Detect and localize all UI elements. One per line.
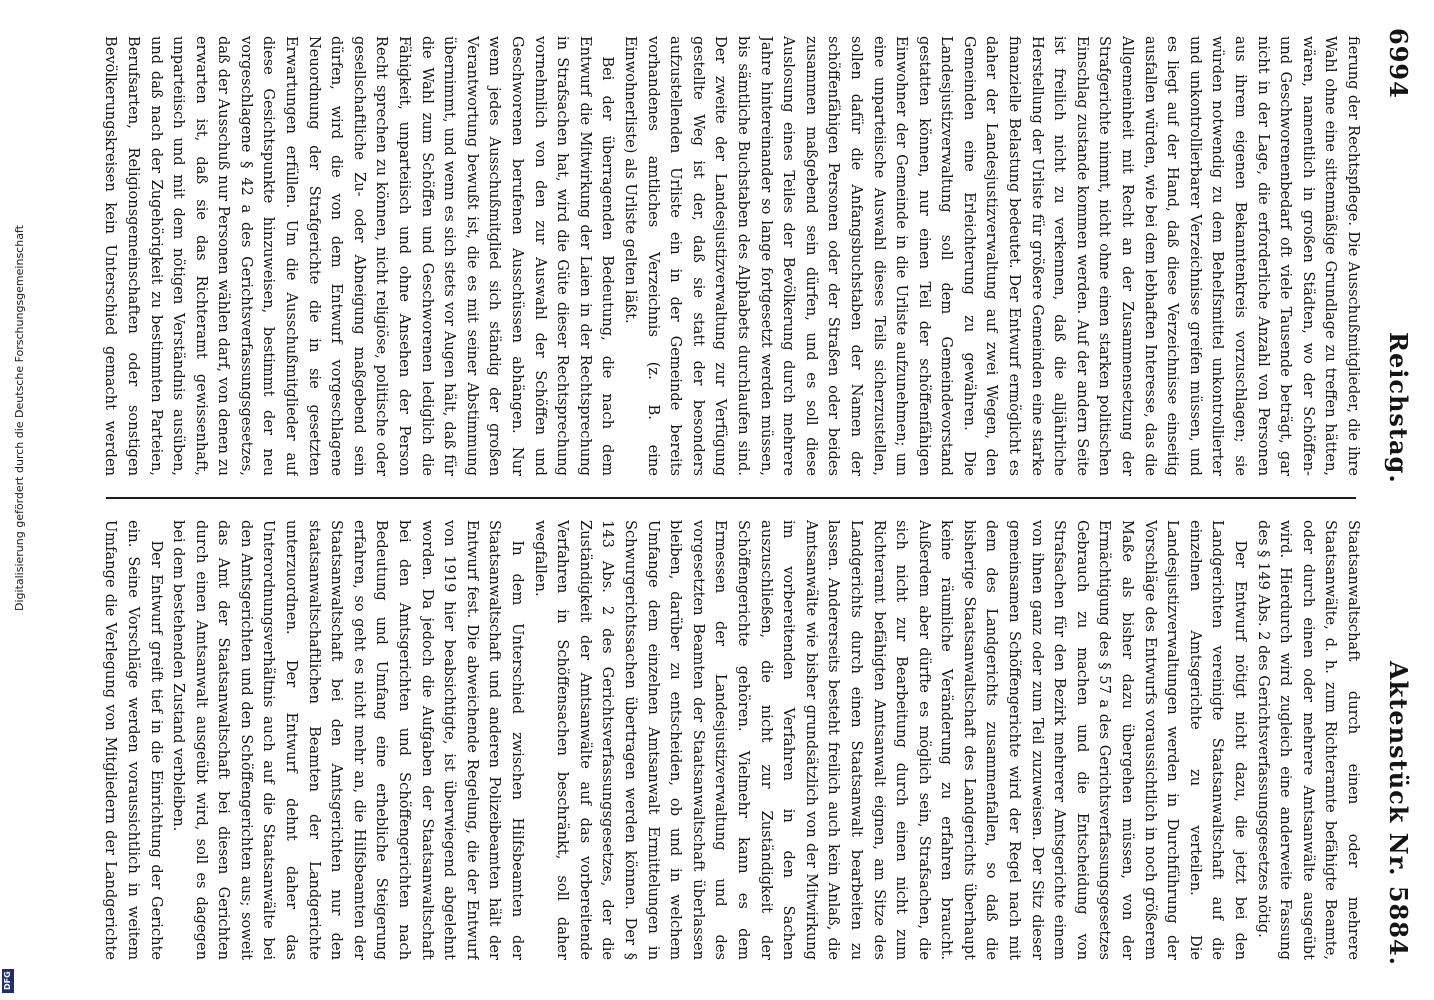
- right-column: [102, 520, 1364, 960]
- document-number: Aktenstück Nr. 5884.: [1384, 661, 1413, 966]
- paragraph: In dem Unterschied zwischen Hilfsbeamten der Staatsanwaltschaft und anderen Polizeibeamten hält der Entwurf fest. Die abweichende Regelung, die der Entwurf von 1919 hier beabsichtigte, ist überwiegend abgelehnt worden. Da jedoch die Aufgaben der Staatsanwaltschaft bei den Amtsgerichten und Schöffengerichten nach Bedeutung und Umfang eine erhebliche Steigerung erfahren, so geht es nicht mehr an, die Hilfsbeamten der Staatsanwaltschaft bei den Amtsgerichten nur den staatsanwaltschaftlichen Beamten der Landgerichte unterzuordnen. Der Entwurf dehnt daher das Unterordnungsverhältnis auch auf die Staatsanwälte bei den Amtsgerichten und den Schöffengerichten aus; soweit das Amt der Staatsanwaltschaft bei diesen Gerichten durch einen Amtsanwalt ausgeübt wird, soll es dagegen bei dem bestehenden Zustand verbleiben.: [170, 520, 527, 960]
- paragraph: Bei der überragenden Bedeutung, die nach dem Entwurf die Mitwirkung der Laien in der Rechtsprechung in Strafsachen hat, wird die Güte dieser Rechtsprechung vornehmlich von den zur Auswahl der Schöffen und Geschworenen berufenen Ausschüssen abhängen. Nur wenn jedes Ausschußmitglied sich ständig der großen Verantwortung bewußt ist, die es mit seiner Abstimmung übernimmt, und wenn es sich stets vor Augen hält, daß für die Wahl zum Schöffen und Geschworenen lediglich die Fähigkeit, unparteiisch und ohne Ansehen der Person Recht sprechen zu können, nicht religiöse, politische oder gesellschaftliche Zu- oder Abneigung maßgebend sein dürfen, wird die von dem Entwurf vorgeschlagene Neuordnung der Strafgerichte die in sie gesetzten Erwartungen erfüllen. Um die Ausschußmitglieder auf diese Gesichtspunkte hinzuweisen, bestimmt der neu vorgeschlagene § 42 a des Gerichtsverfassungsgesetzes, daß der Ausschuß nur Personen wählen darf, von denen zu erwarten ist, daß sie das Richteramt gewissenhaft, unparteiisch und mit dem nötigen Verständnis ausüben, und daß nach der Zugehörigkeit zu bestimmten Parteien, Berufsarten, Religionsgemeinschaften oder sonstigen Bevölkerungskreisen kein Unterschied gemacht werden: [102, 36, 617, 476]
- page-number: 6994: [1384, 28, 1413, 99]
- paragraph: fierung der Rechtspflege. Die Ausschußmitglieder, die ihre Wahl ohne eine sittenmäßige Grundlage zu treffen hätten, wären, namentlich in großen Städten, wo der Schöffen- und Geschworenenbedarf oft viele Tausende beträgt, gar nicht in der Lage, die erforderliche Anzahl von Personen aus ihrem eigenen Bekanntenkreis vorzuschlagen; sie würden notwendig zu dem Behelfsmittel unkontrollierter und unkontrollierbarer Verzeichnisse greifen müssen, und es liegt auf der Hand, daß diese Verzeichnisse einseitig ausfallen würden, wie bei dem lebhaften Interesse, das die Allgemeinheit mit Recht an der Zusammensetzung der Strafgerichte nimmt, nicht ohne einen starken politischen Einschlag zustande kommen werden. Auf der andern Seite ist freilich nicht zu verkennen, daß die alljährliche Herstellung der Urliste für größere Gemeinden eine starke finanzielle Belastung bedeutet. Der Entwurf ermöglicht es daher der Landesjustizverwaltung auf zwei Wegen, den Gemeinden eine Erleichterung zu gewähren. Die Landesjustizverwaltung soll dem Gemeindevorstand gestatten können, nur einen Teil der schöffenfähigen Einwohner der Gemeinde in die Urliste aufzunehmen; um eine unparteiische Auswahl dieses Teils sicherzustellen, sollen dafür die Anfangsbuchstaben der Namen der schöffenfähigen Personen oder der Straßen oder beides zusammen maßgebend sein dürfen, und es soll diese Auslosung eines Teiles der Bevölkerung durch mehrere Jahre hintereinander so lange fortgesetzt werden müssen, bis sämtliche Buchstaben des Alphabets durchlaufen sind. Der zweite der Landesjustizverwaltung zur Verfügung gestellte Weg ist der, daß sie statt der besonders aufzustellenden Urliste ein in der Gemeinde bereits vorhandenes amtliches Verzeichnis (z. B. eine Einwohnerliste) als Urliste gelten läßt.: [622, 36, 1362, 476]
- dfg-logo: DFG: [2, 969, 14, 993]
- page-title: Reichstag.: [1384, 332, 1413, 484]
- credit-text: Digitalisierung gefördert durch die Deutsche Forschungsgemeinschaft: [13, 225, 26, 611]
- paragraph: Staatsanwaltschaft durch einen oder mehrere Staatsanwälte, d. h. zum Richteramte befähigte Beamte, oder durch einen oder mehrere Amtsanwälte ausgeübt wird. Hierdurch wird zugleich eine anderweite Fassung des § 149 Abs. 2 des Gerichtsverfassungsgesetzes nötig.: [1254, 520, 1362, 960]
- digitization-credit: [1, 0, 26, 1000]
- left-column: [102, 36, 1364, 476]
- paragraph: Der Entwurf greift tief in die Einrichtung der Gerichte ein. Seine Vorschläge werden voraussichtlich in weitem Umfange die Verlegung von Mitgliedern der Landgerichte: [102, 520, 165, 960]
- paragraph: Der Entwurf nötigt nicht dazu, die jetzt bei den Landgerichten vereinigte Staatsanwaltschaft auf die einzelnen Amtsgerichte zu verteilen. Die Landesjustizverwaltungen werden in Durchführung der Vorschläge des Entwurfs voraussichtlich in noch größerem Maße als bisher dazu übergehen müssen, von der Ermächtigung des § 57 a des Gerichtsverfassungsgesetzes Gebrauch zu machen und die Entscheidung von Strafsachen für den Bezirk mehrerer Amtsgerichte einem von ihnen ganz oder zum Teil zuzuweisen. Der Sitz dieser gemeinsamen Schöffengerichte wird der Regel nach mit dem des Landgerichts zusammenfallen, so daß die bisherige Staatsanwaltschaft des Landgerichts überhaupt keine räumliche Veränderung zu erfahren braucht. Außerdem aber dürfte es möglich sein, Strafsachen, die sich nicht zur Bearbeitung durch einen nicht zum Richteramt befähigten Amtsanwalt eignen, am Sitze des Landgerichts durch einen Staatsanwalt bearbeiten zu lassen. Andererseits besteht freilich auch kein Anlaß, die Amtsanwälte wie bisher grundsätzlich von der Mitwirkung im vorbereitenden Verfahren in den Sachen auszuschließen, die nicht zur Zuständigkeit der Schöffengerichte gehören. Vielmehr kann es dem Ermessen der Landesjustizverwaltung und des vorgesetzten Beamten der Staatsanwaltschaft überlassen bleiben, darüber zu entscheiden, ob und in welchem Umfange dem einzelnen Amtsanwalt Ermittelungen in Schwurgerichtssachen übertragen werden können. Der § 143 Abs. 2 des Gerichtsverfassungsgesetzes, der die Zuständigkeit der Amtsanwälte auf das vorbereitende Verfahren in Schöffensachen beschränkt, soll daher wegfallen.: [531, 520, 1250, 960]
- page-content-rotated: [98, 22, 1424, 972]
- column-divider: [106, 497, 1356, 499]
- page-header: [1380, 22, 1416, 972]
